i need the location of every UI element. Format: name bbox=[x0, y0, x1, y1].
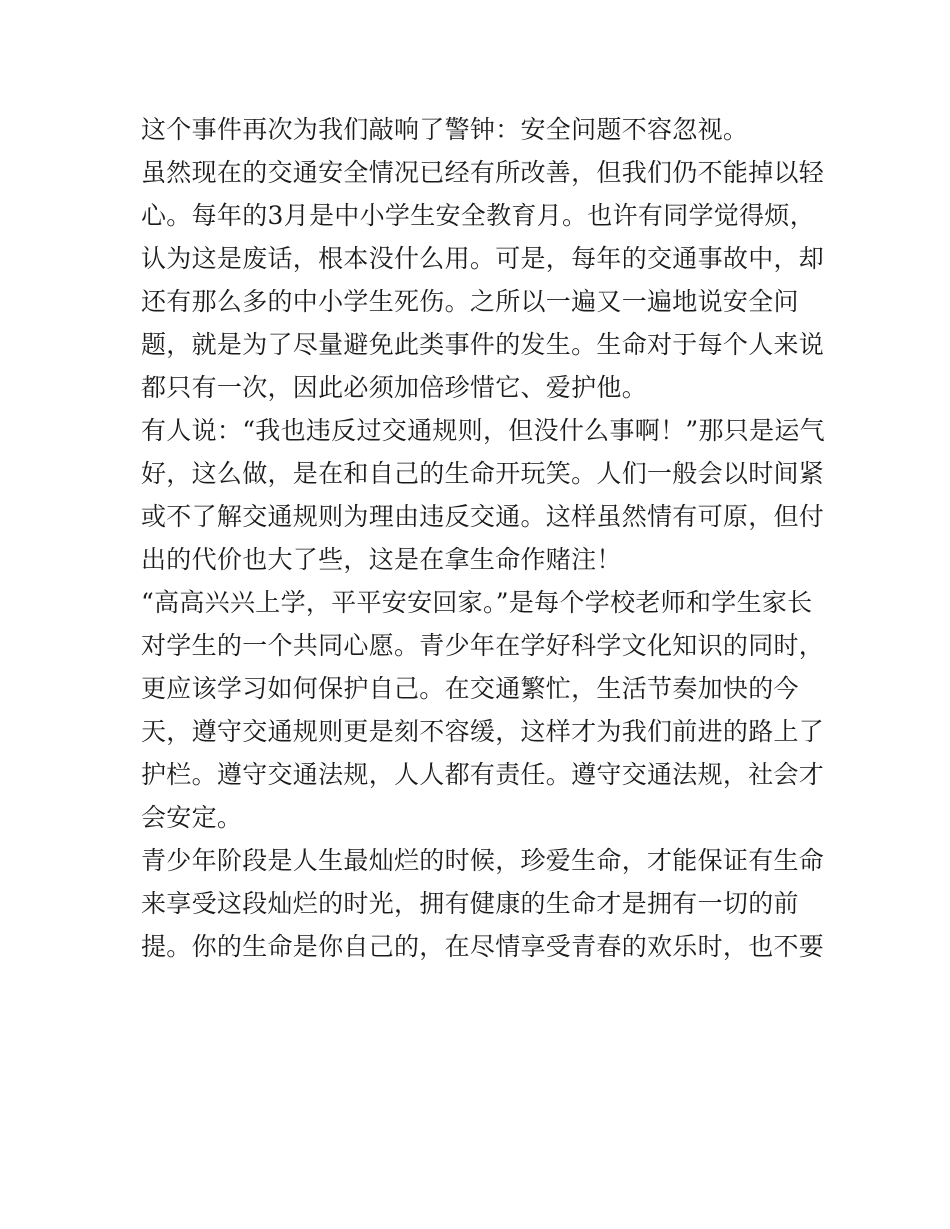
text-line: 还有那么多的中小学生死伤。之所以一遍又一遍地说安全问 bbox=[141, 287, 799, 316]
text-line: 都只有一次，因此必须加倍珍惜它、爱护他。 bbox=[141, 373, 648, 402]
text-line: 认为这是废话，根本没什么用。可是，每年的交通事故中，却 bbox=[141, 244, 825, 273]
text-line: 更应该学习如何保护自己。在交通繁忙，生活节奏加快的今 bbox=[141, 674, 799, 703]
text-line: 题，就是为了尽量避免此类事件的发生。生命对于每个人来说 bbox=[141, 330, 825, 359]
text-line: 护栏。遵守交通法规，人人都有责任。遵守交通法规，社会才 bbox=[141, 760, 825, 789]
text-line: 对学生的一个共同心愿。青少年在学好科学文化知识的同时， bbox=[141, 631, 825, 660]
text-line: 或不了解交通规则为理由违反交通。这样虽然情有可原，但付 bbox=[141, 502, 825, 531]
text-line: 天，遵守交通规则更是刻不容缓，这样才为我们前进的路上了 bbox=[141, 717, 825, 746]
text-line: 出的代价也大了些，这是在拿生命作赌注！ bbox=[141, 545, 622, 574]
document-body bbox=[141, 108, 825, 968]
text-line: 青少年阶段是人生最灿烂的时候，珍爱生命，才能保证有生命 bbox=[141, 846, 825, 875]
text-line: 虽然现在的交通安全情况已经有所改善，但我们仍不能掉以轻 bbox=[141, 158, 825, 187]
text-line: 好，这么做，是在和自己的生命开玩笑。人们一般会以时间紧 bbox=[141, 459, 825, 488]
text-line: 心。每年的3月是中小学生安全教育月。也许有同学觉得烦， bbox=[141, 201, 816, 230]
text-line: 这个事件再次为我们敲响了警钟：安全问题不容忽视。 bbox=[141, 115, 749, 144]
text-line: “高高兴兴上学，平平安安回家。”是每个学校老师和学生家长 bbox=[141, 588, 813, 617]
text-line: 会安定。 bbox=[141, 803, 243, 832]
text-line: 有人说：“我也违反过交通规则，但没什么事啊！”那只是运气 bbox=[141, 416, 825, 445]
text-line: 来享受这段灿烂的时光，拥有健康的生命才是拥有一切的前 bbox=[141, 889, 799, 918]
text-line: 提。你的生命是你自己的，在尽情享受青春的欢乐时，也不要 bbox=[141, 932, 825, 961]
